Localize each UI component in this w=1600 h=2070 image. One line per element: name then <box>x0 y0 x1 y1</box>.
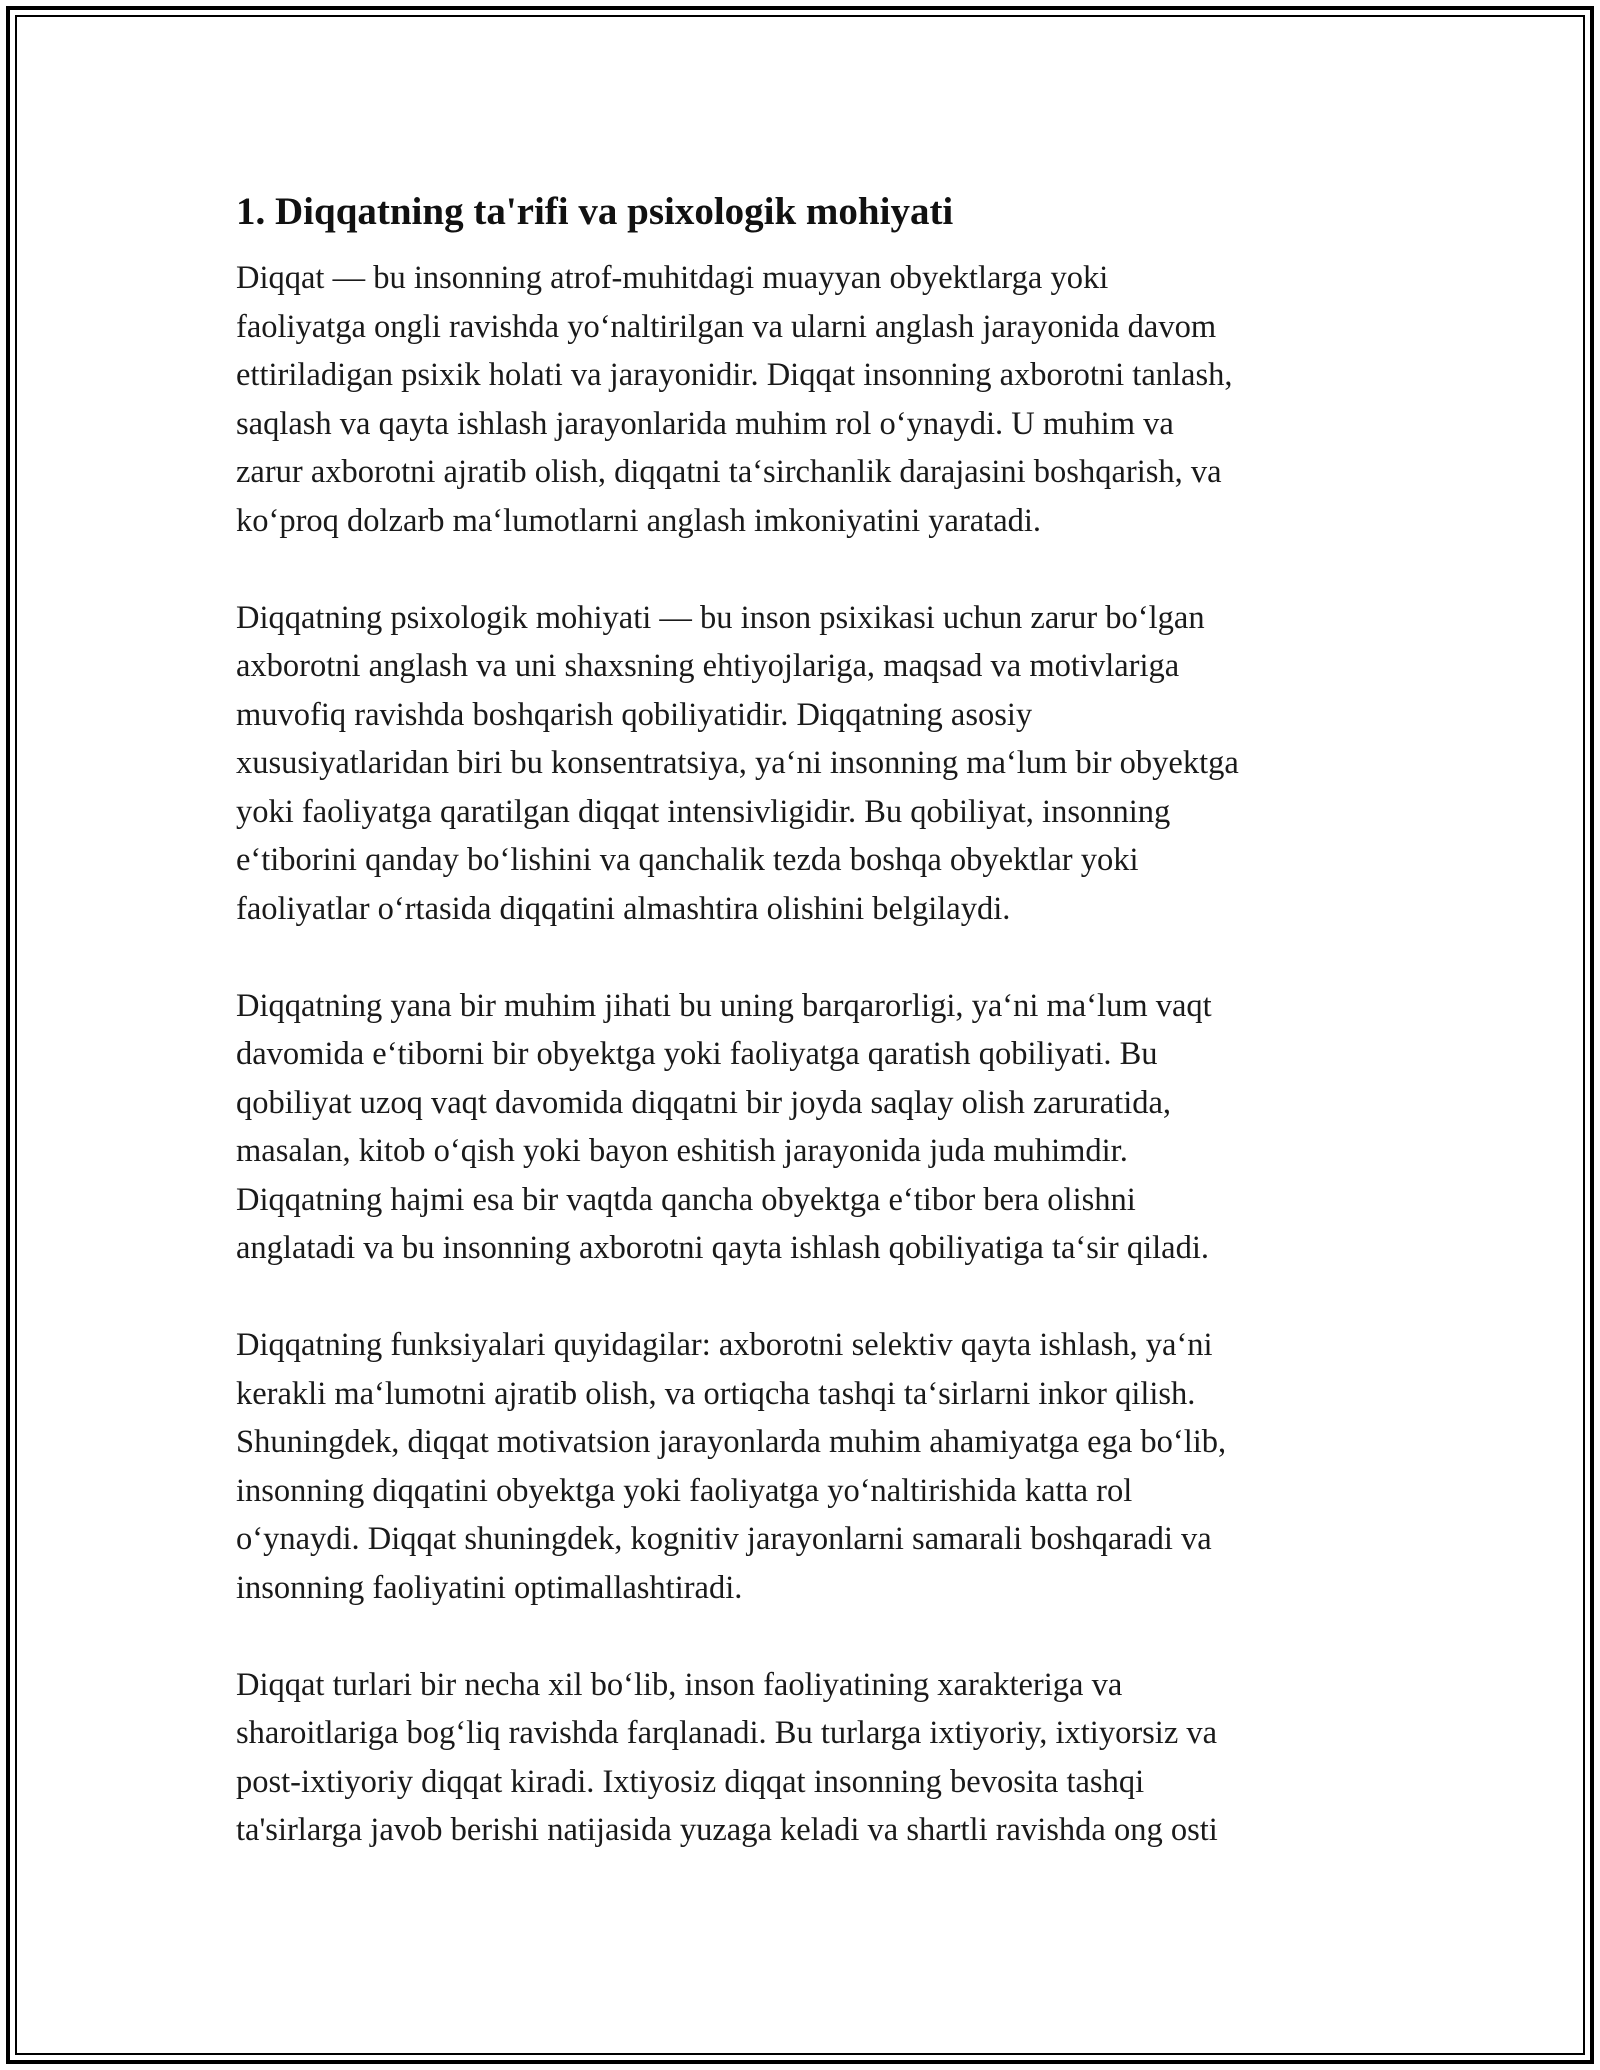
paragraph-types <box>236 1661 1376 1855</box>
text-line: ettiriladigan psixik holati va jarayonidir. Diqqat insonning axborotni tanlash, <box>236 357 1233 393</box>
text-line: qobiliyat uzoq vaqt davomida diqqatni bir joyda saqlay olish zaruratida, <box>236 1084 1172 1121</box>
text-line: sharoitlariga bog‘liq ravishda farqlanadi. Bu turlarga ixtiyoriy, ixtiyorsiz va <box>236 1715 1218 1751</box>
paragraph-psychological-essence <box>236 594 1376 934</box>
text-line: axborotni anglash va uni shaxsning ehtiyojlariga, maqsad va motivlariga <box>236 648 1180 684</box>
text-line: Diqqatning psixologik mohiyati — bu inson psixikasi uchun zarur bo‘lgan <box>236 599 1205 636</box>
text-line: anglatadi va bu insonning axborotni qayta ishlash qobiliyatiga ta‘sir qiladi. <box>236 1230 1210 1266</box>
text-line: ko‘proq dolzarb ma‘lumotlarni anglash imkoniyatini yaratadi. <box>236 502 1042 539</box>
paragraph-definition <box>236 254 1376 545</box>
text-line: insonning faoliyatini optimallashtiradi. <box>236 1569 743 1606</box>
text-line: ta'sirlarga javob berishi natijasida yuzaga keladi va shartli ravishda ong osti <box>236 1812 1218 1848</box>
text-line: insonning diqqatini obyektga yoki faoliyatga yo‘naltirishida katta rol <box>236 1472 1133 1509</box>
text-line: yoki faoliyatga qaratilgan diqqat intensivligidir. Bu qobiliyat, insonning <box>236 793 1171 830</box>
text-line: kerakli ma‘lumotni ajratib olish, va ortiqcha tashqi ta‘sirlarni inkor qilish. <box>236 1375 1196 1412</box>
section-heading: 1. Diqqatning ta'rifi va psixologik mohiyati <box>236 190 954 233</box>
text-line: Diqqatning funksiyalari quyidagilar: axborotni selektiv qayta ishlash, ya‘ni <box>236 1327 1213 1363</box>
text-line: zarur axborotni ajratib olish, diqqatni ta‘sirchanlik darajasini boshqarish, va <box>236 454 1222 490</box>
text-line: Diqqatning yana bir muhim jihati bu uning barqarorligi, ya‘ni ma‘lum vaqt <box>236 987 1212 1024</box>
text-line: davomida e‘tiborni bir obyektga yoki faoliyatga qaratish qobiliyati. Bu <box>236 1036 1158 1072</box>
text-line: e‘tiborini qanday bo‘lishini va qanchalik tezda boshqa obyektlar yoki <box>236 842 1139 878</box>
text-line: Diqqatning hajmi esa bir vaqtda qancha obyektga e‘tibor bera olishni <box>236 1181 1136 1218</box>
text-line: masalan, kitob o‘qish yoki bayon eshitish jarayonida juda muhimdir. <box>236 1133 1128 1169</box>
text-line: xususiyatlaridan biri bu konsentratsiya, ya‘ni insonning ma‘lum bir obyektga <box>236 745 1239 781</box>
text-line: Diqqat — bu insonning atrof-muhitdagi muayyan obyektlarga yoki <box>236 260 1109 296</box>
paragraph-functions <box>236 1321 1376 1612</box>
text-line: faoliyatga ongli ravishda yo‘naltirilgan va ularni anglash jarayonida davom <box>236 308 1217 345</box>
text-line: muvofiq ravishda boshqarish qobiliyatidir. Diqqatning asosiy <box>236 696 1033 733</box>
text-line: Shuningdek, diqqat motivatsion jarayonlarda muhim ahamiyatga ega bo‘lib, <box>236 1424 1227 1460</box>
text-line: post-ixtiyoriy diqqat kiradi. Ixtiyosiz diqqat insonning bevosita tashqi <box>236 1763 1145 1800</box>
document-content <box>236 186 1376 1903</box>
paragraph-stability <box>236 982 1376 1273</box>
text-line: faoliyatlar o‘rtasida diqqatini almashtira olishini belgilaydi. <box>236 890 1011 927</box>
text-line: saqlash va qayta ishlash jarayonlarida muhim rol o‘ynaydi. U muhim va <box>236 405 1174 442</box>
text-line: Diqqat turlari bir necha xil bo‘lib, inson faoliyatining xarakteriga va <box>236 1666 1123 1703</box>
text-line: o‘ynaydi. Diqqat shuningdek, kognitiv jarayonlarni samarali boshqaradi va <box>236 1521 1212 1557</box>
